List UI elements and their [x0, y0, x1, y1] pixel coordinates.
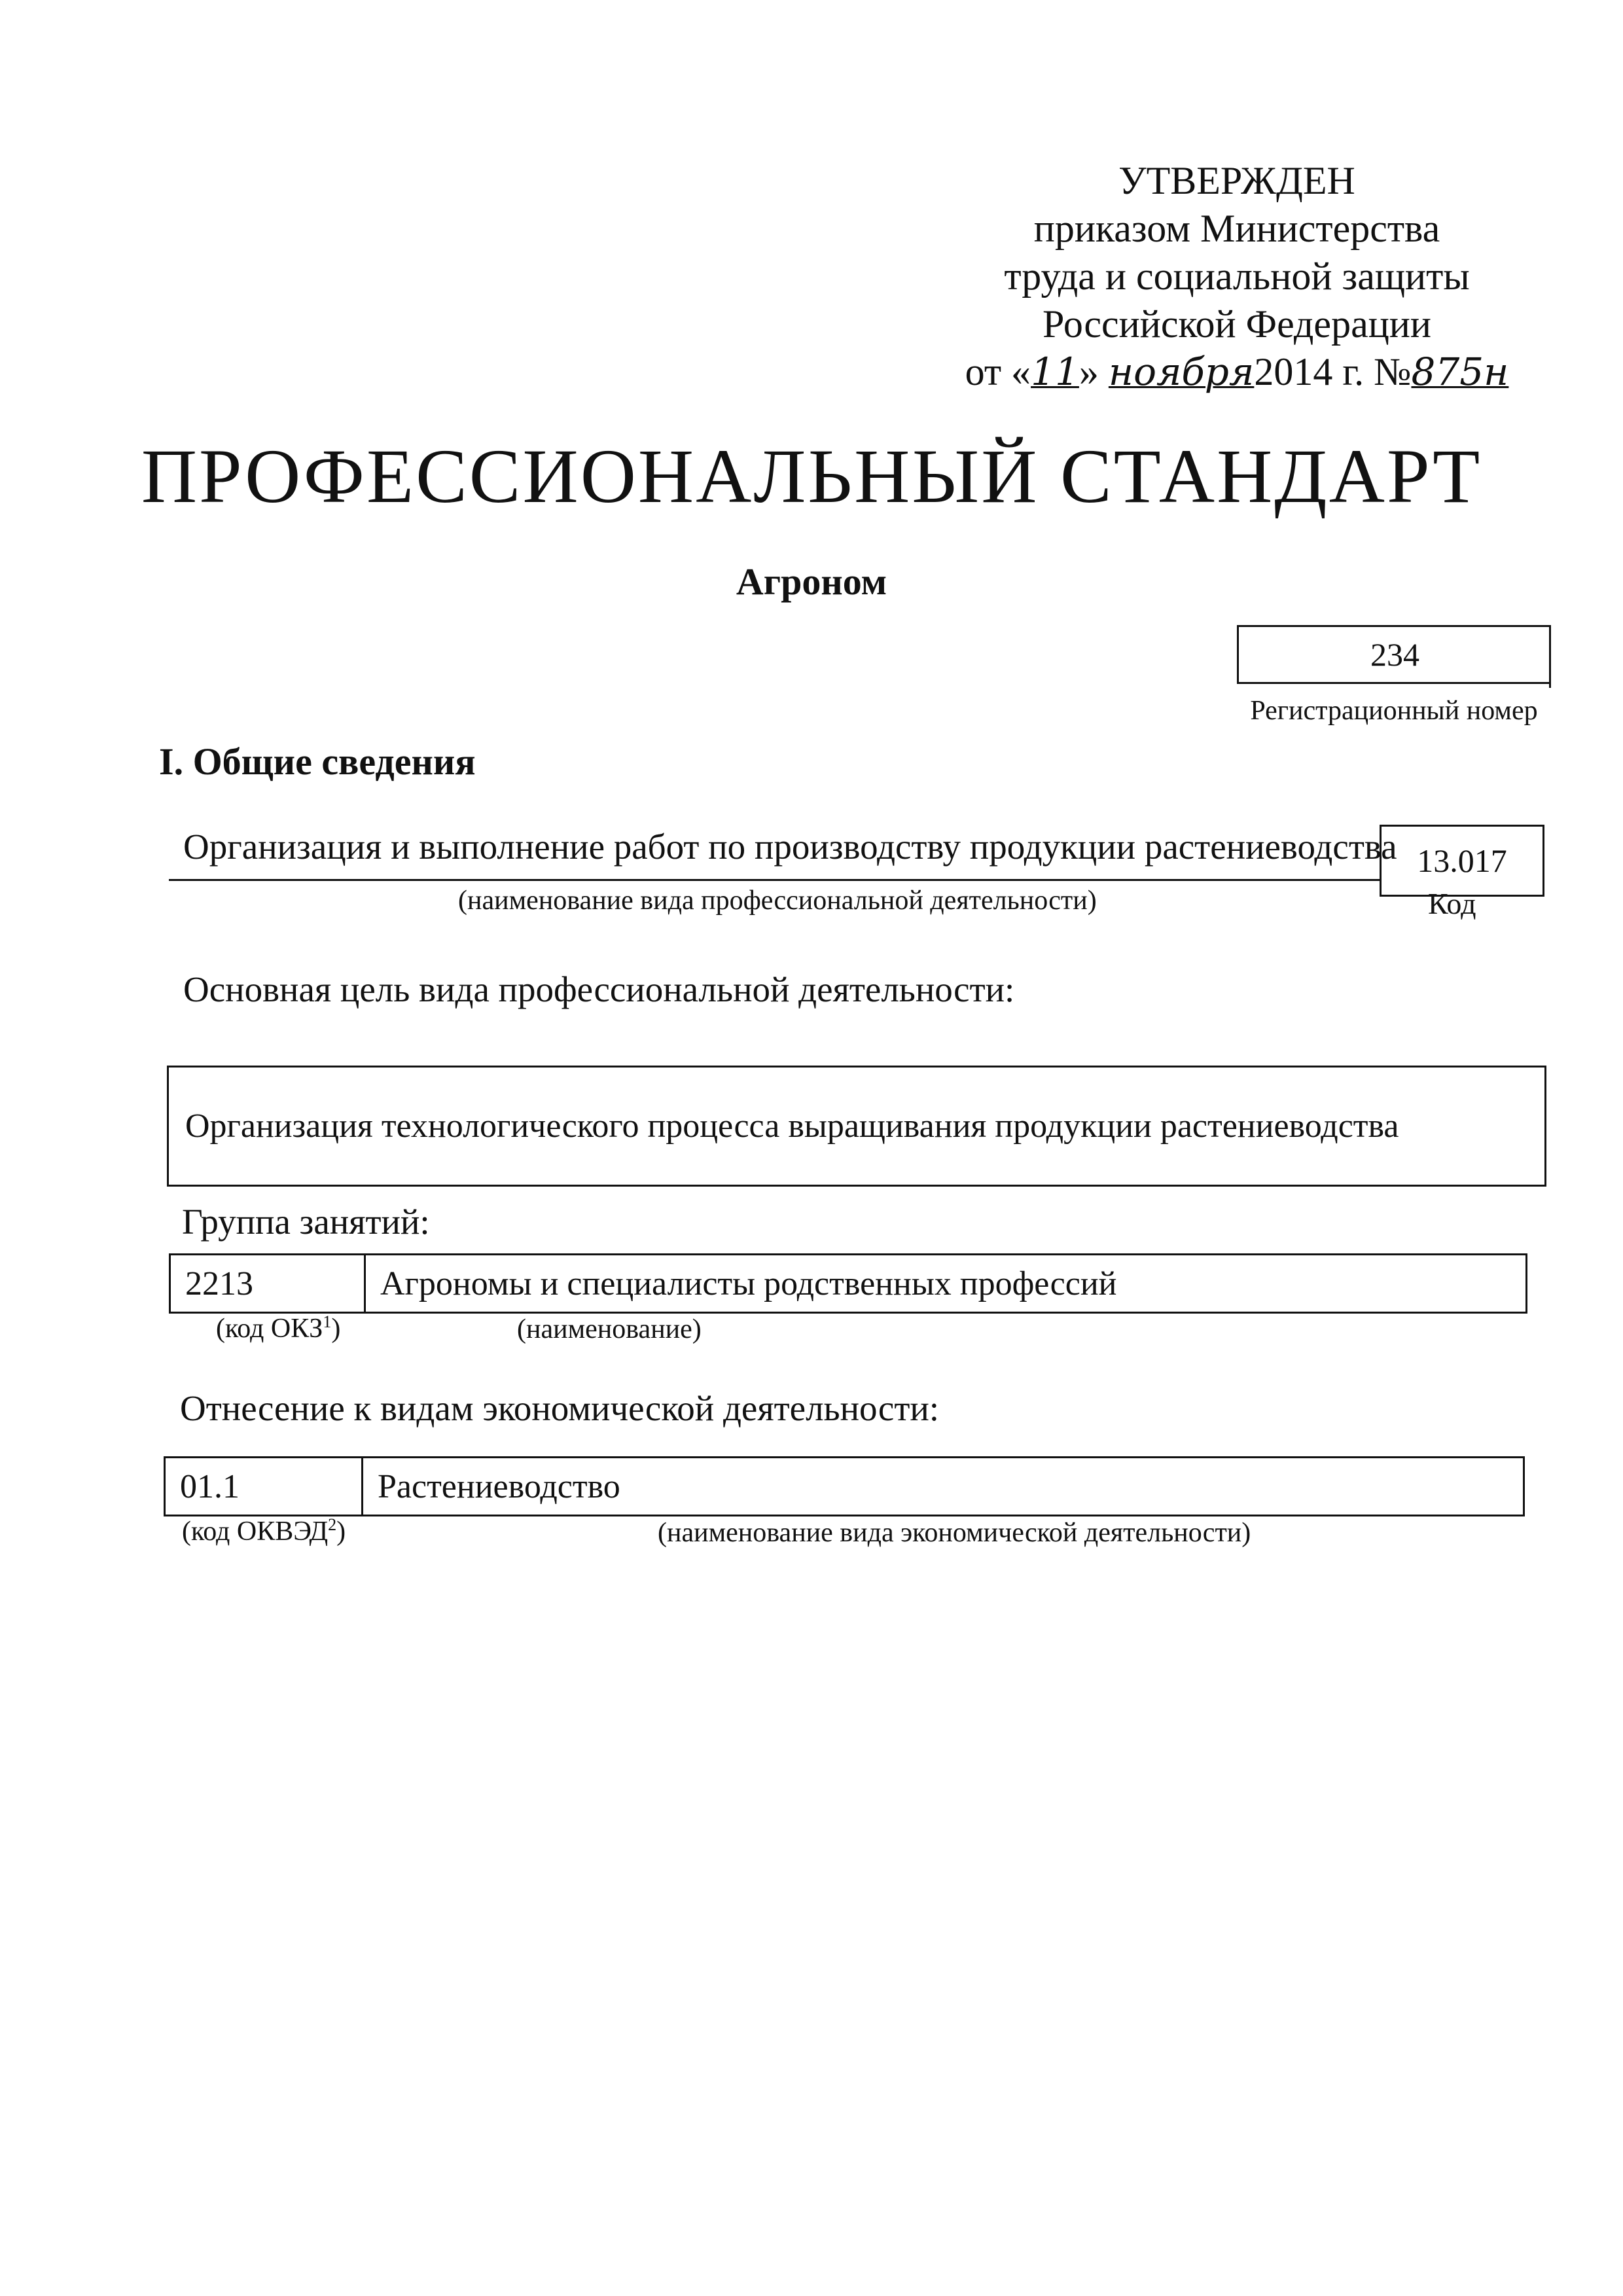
- profession-name: Агроном: [736, 560, 887, 603]
- code-label: Код: [1428, 887, 1476, 920]
- date-mid: »: [1079, 350, 1099, 393]
- date-month: ноября: [1108, 350, 1255, 394]
- registration-label: Регистрационный номер: [1250, 696, 1538, 726]
- economic-caption-code: (код ОКВЭД$^2$): [182, 1515, 346, 1547]
- section-heading: I. Общие сведения: [159, 740, 476, 783]
- occupation-caption-name: (наименование): [517, 1314, 702, 1344]
- date-day: 11: [1031, 350, 1079, 394]
- activity-caption: (наименование вида профессиональной деятельности): [458, 886, 1097, 916]
- approval-line-1: УТВЕРЖДЕН: [1118, 159, 1355, 202]
- approval-date-line: [942, 348, 1531, 396]
- economic-code: 01.1: [166, 1458, 363, 1515]
- order-number: 875н: [1411, 350, 1509, 394]
- document-title: ПРОФЕССИОНАЛЬНЫЙ СТАНДАРТ: [141, 433, 1482, 519]
- occupation-table: [169, 1253, 1527, 1314]
- activity-name: Организация и выполнение работ по производству продукции растениеводства: [183, 827, 1397, 867]
- purpose-box: [167, 1066, 1546, 1187]
- economic-label: Отнесение к видам экономической деятельности:: [180, 1388, 940, 1428]
- occupation-caption-code: (код ОКЗ$^1$): [216, 1312, 341, 1344]
- approval-line-2: приказом Министерства: [1033, 207, 1440, 250]
- activity-underline: [169, 879, 1380, 881]
- purpose-text: Организация технологического процесса выращивания продукции растениеводства: [185, 1107, 1399, 1145]
- date-prefix: от «: [965, 350, 1031, 393]
- registration-number-box: [1237, 625, 1551, 684]
- economic-table: [164, 1456, 1525, 1516]
- economic-name: Растениеводство: [378, 1467, 620, 1505]
- occupation-group-label: Группа занятий:: [182, 1202, 430, 1242]
- date-year: 2014 г. №: [1254, 350, 1412, 393]
- occupation-code: 2213: [171, 1255, 366, 1312]
- registration-number: 234: [1370, 636, 1419, 673]
- approval-block: [942, 157, 1531, 396]
- occupation-name: Агрономы и специалисты родственных профессий: [380, 1265, 1117, 1302]
- economic-caption-name: (наименование вида экономической деятельности): [658, 1518, 1251, 1548]
- approval-line-3: труда и социальной защиты: [1004, 255, 1470, 298]
- purpose-label: Основная цель вида профессиональной деятельности:: [183, 969, 1015, 1009]
- registration-box-edge: [1549, 625, 1551, 688]
- approval-line-4: Российской Федерации: [1042, 302, 1432, 346]
- activity-code: 13.017: [1417, 842, 1507, 879]
